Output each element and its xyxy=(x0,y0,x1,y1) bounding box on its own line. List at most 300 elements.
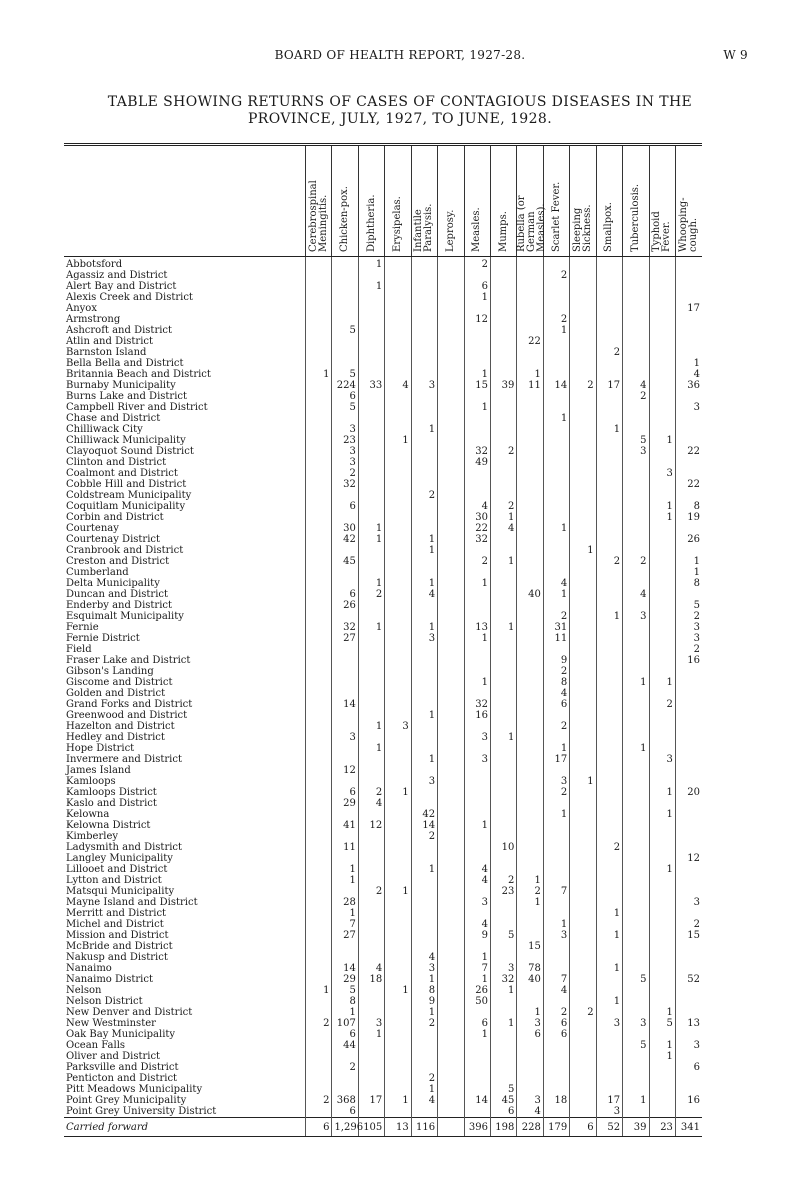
district-name: McBride and District xyxy=(66,941,173,952)
case-count-cell xyxy=(570,666,596,677)
district-name: Courtenay xyxy=(66,523,119,534)
case-count-cell: 4 xyxy=(411,589,437,600)
district-name: Lytton and District xyxy=(66,875,162,886)
district-name: Pitt Meadows Municipality xyxy=(66,1084,203,1095)
case-count-cell xyxy=(438,864,464,875)
case-count-cell xyxy=(675,336,702,347)
case-count-cell xyxy=(385,710,411,721)
case-count-cell xyxy=(649,556,675,567)
case-count-cell: 3 xyxy=(332,457,358,468)
case-count-cell xyxy=(623,523,649,534)
case-count-cell xyxy=(306,864,332,875)
case-count-cell xyxy=(358,303,384,314)
case-count-cell: 1 xyxy=(411,424,437,435)
case-count-cell xyxy=(332,292,358,303)
column-header-label: Infantile Paralysis. xyxy=(413,203,435,252)
district-name: Anyox xyxy=(66,303,97,314)
case-count-cell: 1 xyxy=(306,369,332,380)
case-count-cell xyxy=(490,1062,516,1073)
case-count-cell xyxy=(596,809,622,820)
case-count-cell xyxy=(517,732,543,743)
case-count-cell xyxy=(543,347,569,358)
case-count-cell xyxy=(438,1062,464,1073)
case-count-cell xyxy=(543,336,569,347)
case-count-cell xyxy=(570,391,596,402)
case-count-cell: 2 xyxy=(570,380,596,391)
case-count-cell: 78 xyxy=(517,963,543,974)
case-count-cell xyxy=(490,257,516,271)
case-count-cell xyxy=(623,600,649,611)
case-count-cell xyxy=(675,765,702,776)
case-count-cell xyxy=(438,292,464,303)
case-count-cell: 5 xyxy=(623,435,649,446)
case-count-cell xyxy=(517,919,543,930)
case-count-cell xyxy=(490,677,516,688)
case-count-cell xyxy=(596,1073,622,1084)
column-header-label: Rubella (or German Measles). xyxy=(516,195,548,252)
case-count-cell xyxy=(411,655,437,666)
case-count-cell xyxy=(438,633,464,644)
case-count-cell: 4 xyxy=(358,963,384,974)
case-count-cell xyxy=(675,1029,702,1040)
case-count-cell: 3 xyxy=(675,633,702,644)
case-count-cell xyxy=(438,567,464,578)
case-count-cell xyxy=(411,303,437,314)
case-count-cell xyxy=(438,732,464,743)
case-count-cell xyxy=(596,754,622,765)
case-count-cell xyxy=(675,820,702,831)
case-count-cell xyxy=(358,633,384,644)
case-count-cell xyxy=(358,908,384,919)
case-count-cell xyxy=(438,996,464,1007)
case-count-cell xyxy=(543,457,569,468)
case-count-cell xyxy=(570,257,596,271)
case-count-cell xyxy=(438,765,464,776)
case-count-cell: 1 xyxy=(464,677,490,688)
case-count-cell xyxy=(464,666,490,677)
case-count-cell xyxy=(649,974,675,985)
case-count-cell: 31 xyxy=(543,622,569,633)
case-count-cell: 1 xyxy=(464,952,490,963)
case-count-cell xyxy=(675,435,702,446)
case-count-cell: 1 xyxy=(464,402,490,413)
case-count-cell xyxy=(438,688,464,699)
table-row xyxy=(64,886,702,897)
case-count-cell: 1 xyxy=(411,1007,437,1018)
case-count-cell xyxy=(623,996,649,1007)
case-count-cell xyxy=(490,765,516,776)
case-count-cell xyxy=(543,941,569,952)
case-count-cell xyxy=(517,820,543,831)
case-count-cell xyxy=(490,919,516,930)
case-count-cell xyxy=(649,257,675,271)
case-count-cell: 3 xyxy=(490,963,516,974)
case-count-cell xyxy=(411,556,437,567)
case-count-cell xyxy=(385,369,411,380)
case-count-cell xyxy=(358,457,384,468)
case-count-cell: 2 xyxy=(490,875,516,886)
table-row xyxy=(64,875,702,886)
case-count-cell xyxy=(464,831,490,842)
district-name: Nelson District xyxy=(66,996,143,1007)
case-count-cell: 42 xyxy=(411,809,437,820)
table-row xyxy=(64,1084,702,1095)
case-count-cell xyxy=(358,270,384,281)
case-count-cell xyxy=(358,501,384,512)
case-count-cell: 3 xyxy=(332,446,358,457)
case-count-cell xyxy=(596,655,622,666)
case-count-cell xyxy=(596,721,622,732)
case-count-cell xyxy=(385,996,411,1007)
table-row xyxy=(64,391,702,402)
case-count-cell: 4 xyxy=(464,919,490,930)
case-count-cell: 6 xyxy=(543,1018,569,1029)
case-count-cell xyxy=(332,809,358,820)
district-name: Enderby and District xyxy=(66,600,173,611)
district-name: Abbotsford xyxy=(66,259,123,270)
table-row xyxy=(64,710,702,721)
district-name: New Denver and District xyxy=(66,1007,193,1018)
case-count-cell xyxy=(570,985,596,996)
case-count-cell xyxy=(649,611,675,622)
table-row xyxy=(64,270,702,281)
case-count-cell xyxy=(543,545,569,556)
case-count-cell: 2 xyxy=(649,699,675,710)
case-count-cell xyxy=(438,875,464,886)
case-count-cell xyxy=(306,589,332,600)
district-name: Alert Bay and District xyxy=(66,281,177,292)
table-row xyxy=(64,897,702,908)
case-count-cell xyxy=(306,963,332,974)
case-count-cell xyxy=(649,545,675,556)
case-count-cell xyxy=(570,688,596,699)
case-count-cell: 1 xyxy=(649,512,675,523)
case-count-cell xyxy=(517,402,543,413)
district-name: Coquitlam Municipality xyxy=(66,501,186,512)
case-count-cell xyxy=(306,413,332,424)
case-count-cell xyxy=(517,347,543,358)
case-count-cell xyxy=(675,798,702,809)
case-count-cell: 3 xyxy=(649,468,675,479)
case-count-cell xyxy=(490,1007,516,1018)
case-count-cell xyxy=(517,358,543,369)
case-count-cell: 6 xyxy=(464,1018,490,1029)
case-count-cell xyxy=(675,1073,702,1084)
case-count-cell: 36 xyxy=(675,380,702,391)
case-count-cell xyxy=(464,490,490,501)
case-count-cell: 1 xyxy=(596,424,622,435)
district-name: Courtenay District xyxy=(66,534,161,545)
case-count-cell xyxy=(464,545,490,556)
case-count-cell xyxy=(411,257,437,271)
case-count-cell: 4 xyxy=(543,578,569,589)
case-count-cell xyxy=(623,952,649,963)
case-count-cell xyxy=(623,257,649,271)
case-count-cell xyxy=(675,490,702,501)
case-count-cell xyxy=(438,985,464,996)
case-count-cell xyxy=(517,721,543,732)
case-count-cell: 3 xyxy=(464,897,490,908)
case-count-cell xyxy=(623,281,649,292)
case-count-cell xyxy=(306,325,332,336)
case-count-cell xyxy=(517,314,543,325)
case-count-cell xyxy=(411,677,437,688)
case-count-cell: 45 xyxy=(490,1095,516,1106)
case-count-cell xyxy=(649,721,675,732)
case-count-cell xyxy=(623,622,649,633)
case-count-cell xyxy=(570,710,596,721)
case-count-cell xyxy=(332,754,358,765)
case-count-cell xyxy=(306,281,332,292)
case-count-cell: 1 xyxy=(385,787,411,798)
case-count-cell xyxy=(385,644,411,655)
case-count-cell xyxy=(596,710,622,721)
case-count-cell: 1 xyxy=(490,1018,516,1029)
case-count-cell xyxy=(675,292,702,303)
table-row xyxy=(64,809,702,820)
case-count-cell: 1 xyxy=(649,864,675,875)
case-count-cell xyxy=(332,721,358,732)
case-count-cell: 22 xyxy=(675,479,702,490)
case-count-cell xyxy=(675,996,702,1007)
case-count-cell: 1 xyxy=(385,985,411,996)
column-header-label: Whooping- cough. xyxy=(677,197,699,252)
case-count-cell xyxy=(490,402,516,413)
table-row xyxy=(64,985,702,996)
case-count-cell xyxy=(385,930,411,941)
case-count-cell: 1 xyxy=(490,622,516,633)
case-count-cell: 1 xyxy=(358,743,384,754)
case-count-cell xyxy=(438,257,464,271)
case-count-cell xyxy=(332,347,358,358)
case-count-cell xyxy=(623,358,649,369)
case-count-cell xyxy=(411,721,437,732)
district-name: Ladysmith and District xyxy=(66,842,183,853)
case-count-cell xyxy=(306,798,332,809)
table-row xyxy=(64,666,702,677)
case-count-cell xyxy=(623,842,649,853)
table-row xyxy=(64,952,702,963)
case-count-cell xyxy=(543,556,569,567)
table-row xyxy=(64,1073,702,1084)
case-count-cell xyxy=(490,864,516,875)
case-count-cell: 1 xyxy=(570,545,596,556)
case-count-cell: 8 xyxy=(675,578,702,589)
case-count-cell xyxy=(675,743,702,754)
case-count-cell: 3 xyxy=(623,1018,649,1029)
case-count-cell: 1 xyxy=(411,710,437,721)
case-count-cell xyxy=(464,589,490,600)
case-count-cell: 14 xyxy=(332,699,358,710)
case-count-cell xyxy=(517,567,543,578)
case-count-cell xyxy=(570,765,596,776)
table-row xyxy=(64,380,702,391)
case-count-cell xyxy=(438,963,464,974)
case-count-cell: 6 xyxy=(543,1029,569,1040)
case-count-cell xyxy=(411,908,437,919)
case-count-cell: 2 xyxy=(543,1007,569,1018)
case-count-cell xyxy=(358,611,384,622)
case-count-cell xyxy=(306,545,332,556)
case-count-cell xyxy=(517,710,543,721)
table-row xyxy=(64,831,702,842)
case-count-cell xyxy=(358,666,384,677)
case-count-cell: 1 xyxy=(358,1029,384,1040)
case-count-cell xyxy=(306,941,332,952)
case-count-cell: 49 xyxy=(464,457,490,468)
total-cell: 116 xyxy=(411,1118,437,1137)
district-name: Hope District xyxy=(66,743,135,754)
case-count-cell xyxy=(358,754,384,765)
case-count-cell xyxy=(438,512,464,523)
case-count-cell xyxy=(675,908,702,919)
case-count-cell xyxy=(490,952,516,963)
case-count-cell: 20 xyxy=(675,787,702,798)
case-count-cell: 45 xyxy=(332,556,358,567)
case-count-cell xyxy=(649,776,675,787)
table-row xyxy=(64,765,702,776)
case-count-cell: 4 xyxy=(517,1106,543,1118)
case-count-cell xyxy=(438,545,464,556)
district-name: Greenwood and District xyxy=(66,710,188,721)
district-name: Ashcroft and District xyxy=(66,325,173,336)
case-count-cell xyxy=(649,457,675,468)
district-name: Campbell River and District xyxy=(66,402,208,413)
case-count-cell xyxy=(596,666,622,677)
case-count-cell xyxy=(438,809,464,820)
district-name: Delta Municipality xyxy=(66,578,160,589)
case-count-cell xyxy=(543,820,569,831)
case-count-cell xyxy=(411,402,437,413)
case-count-cell xyxy=(675,875,702,886)
case-count-cell xyxy=(438,655,464,666)
district-name: Point Grey Municipality xyxy=(66,1095,187,1106)
case-count-cell: 3 xyxy=(358,1018,384,1029)
case-count-cell xyxy=(596,270,622,281)
case-count-cell: 3 xyxy=(623,611,649,622)
case-count-cell xyxy=(358,468,384,479)
case-count-cell xyxy=(358,952,384,963)
case-count-cell: 1 xyxy=(543,325,569,336)
case-count-cell xyxy=(385,864,411,875)
case-count-cell xyxy=(675,468,702,479)
column-header-label: Leprosy. xyxy=(444,209,456,252)
case-count-cell xyxy=(332,853,358,864)
case-count-cell: 4 xyxy=(543,688,569,699)
case-count-cell: 2 xyxy=(332,1062,358,1073)
case-count-cell: 4 xyxy=(623,380,649,391)
table-row xyxy=(64,1051,702,1062)
case-count-cell xyxy=(358,853,384,864)
case-count-cell xyxy=(596,358,622,369)
case-count-cell xyxy=(517,754,543,765)
case-count-cell xyxy=(543,952,569,963)
case-count-cell xyxy=(358,1007,384,1018)
case-count-cell: 1 xyxy=(411,1084,437,1095)
table-row xyxy=(64,402,702,413)
case-count-cell xyxy=(596,897,622,908)
case-count-cell xyxy=(623,765,649,776)
case-count-cell xyxy=(596,501,622,512)
case-count-cell xyxy=(543,600,569,611)
case-count-cell xyxy=(543,996,569,1007)
case-count-cell: 1 xyxy=(464,292,490,303)
case-count-cell xyxy=(490,567,516,578)
district-name: Coalmont and District xyxy=(66,468,178,479)
case-count-cell xyxy=(358,677,384,688)
table-row xyxy=(64,512,702,523)
case-count-cell xyxy=(623,501,649,512)
table-row xyxy=(64,545,702,556)
case-count-cell xyxy=(306,523,332,534)
column-header-label: Measles. xyxy=(471,207,483,252)
district-name: Nelson xyxy=(66,985,102,996)
case-count-cell xyxy=(675,413,702,424)
case-count-cell xyxy=(570,468,596,479)
case-count-cell xyxy=(490,941,516,952)
case-count-cell: 4 xyxy=(358,798,384,809)
district-name: Kelowna District xyxy=(66,820,151,831)
case-count-cell xyxy=(464,424,490,435)
case-count-cell: 2 xyxy=(675,644,702,655)
case-count-cell: 5 xyxy=(332,985,358,996)
case-count-cell xyxy=(358,919,384,930)
case-count-cell xyxy=(490,721,516,732)
case-count-cell xyxy=(411,886,437,897)
table-row xyxy=(64,974,702,985)
case-count-cell xyxy=(543,897,569,908)
case-count-cell xyxy=(596,677,622,688)
case-count-cell xyxy=(570,875,596,886)
case-count-cell xyxy=(438,952,464,963)
case-count-cell xyxy=(543,864,569,875)
district-name: Britannia Beach and District xyxy=(66,369,211,380)
case-count-cell xyxy=(623,578,649,589)
case-count-cell xyxy=(438,523,464,534)
case-count-cell xyxy=(596,853,622,864)
table-row xyxy=(64,534,702,545)
case-count-cell xyxy=(306,446,332,457)
case-count-cell xyxy=(438,556,464,567)
column-header xyxy=(623,145,649,257)
case-count-cell xyxy=(649,402,675,413)
case-count-cell xyxy=(438,699,464,710)
district-name: Nanaimo xyxy=(66,963,112,974)
case-count-cell xyxy=(385,820,411,831)
case-count-cell xyxy=(438,886,464,897)
case-count-cell xyxy=(490,479,516,490)
district-name: Field xyxy=(66,644,92,655)
case-count-cell xyxy=(385,875,411,886)
case-count-cell xyxy=(675,776,702,787)
case-count-cell xyxy=(517,292,543,303)
case-count-cell xyxy=(570,369,596,380)
case-count-cell: 2 xyxy=(517,886,543,897)
case-count-cell xyxy=(411,457,437,468)
case-count-cell: 4 xyxy=(464,864,490,875)
case-count-cell xyxy=(385,600,411,611)
total-cell: 23 xyxy=(649,1118,675,1137)
case-count-cell: 1 xyxy=(385,1095,411,1106)
case-count-cell xyxy=(623,457,649,468)
district-name: Hedley and District xyxy=(66,732,165,743)
case-count-cell xyxy=(306,743,332,754)
table-row xyxy=(64,919,702,930)
table-row xyxy=(64,622,702,633)
district-name: Fernie xyxy=(66,622,99,633)
case-count-cell xyxy=(490,490,516,501)
case-count-cell xyxy=(464,1040,490,1051)
